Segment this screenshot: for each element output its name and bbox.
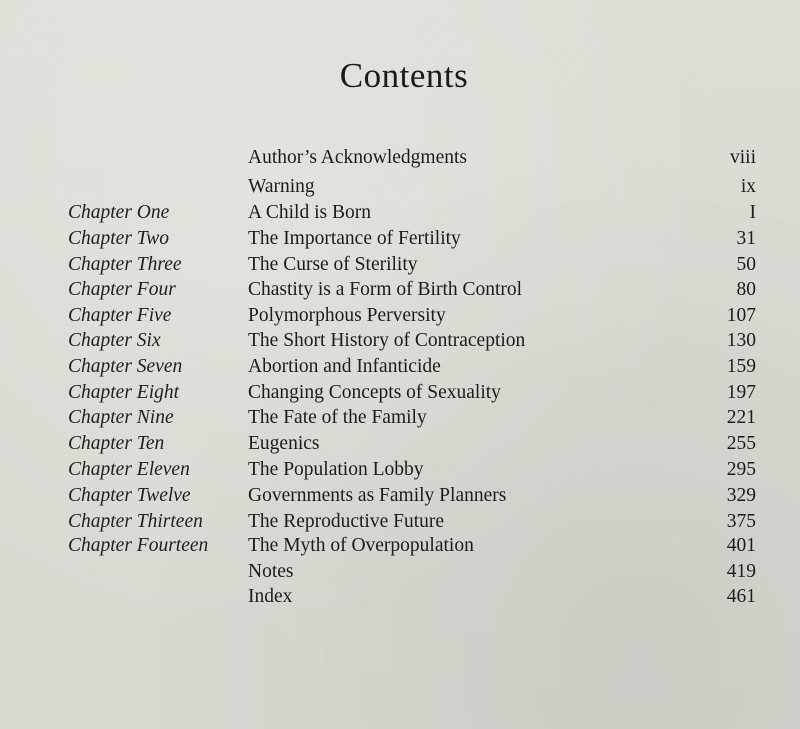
- toc-entry: [0, 147, 800, 173]
- chapter-label: Chapter Thirteen: [68, 511, 203, 532]
- toc-entry: [0, 407, 800, 433]
- chapter-label: Chapter One: [68, 202, 170, 223]
- entry-title: A Child is Born: [248, 202, 371, 223]
- entry-title: The Population Lobby: [248, 459, 424, 480]
- toc-entry: [0, 535, 800, 561]
- chapter-label: Chapter Fourteen: [68, 535, 209, 556]
- entry-title: The Curse of Sterility: [248, 254, 418, 275]
- chapter-label: Chapter Three: [68, 254, 182, 275]
- entry-title: Eugenics: [248, 433, 320, 454]
- chapter-label: Chapter Four: [68, 279, 176, 300]
- page-number: 375: [726, 511, 756, 532]
- chapter-label: Chapter Nine: [68, 407, 174, 428]
- chapter-label: Chapter Six: [68, 330, 161, 351]
- page-number: ix: [740, 176, 756, 197]
- page-number: 197: [726, 382, 756, 403]
- page-number: 461: [726, 586, 756, 607]
- page-number: 221: [726, 407, 756, 428]
- entry-title: Chastity is a Form of Birth Control: [248, 279, 523, 300]
- entry-title: Governments as Family Planners: [248, 485, 507, 506]
- entry-title: Polymorphous Perversity: [248, 305, 446, 326]
- chapter-label: Chapter Eight: [68, 382, 180, 403]
- toc-entry: [0, 511, 800, 537]
- page-number: 50: [736, 254, 756, 275]
- entry-title: Notes: [248, 561, 294, 582]
- entry-title: Abortion and Infanticide: [248, 356, 441, 377]
- toc-entry: [0, 433, 800, 459]
- page-number: 329: [726, 485, 756, 506]
- page-number: 130: [726, 330, 756, 351]
- page-number: 295: [726, 459, 756, 480]
- page-number: 159: [726, 356, 756, 377]
- page-number: 80: [736, 279, 756, 300]
- toc-entry: [0, 330, 800, 356]
- chapter-label: Chapter Five: [68, 305, 172, 326]
- entry-title: The Short History of Contraception: [248, 330, 526, 351]
- toc-entry: [0, 279, 800, 305]
- entry-title: Changing Concepts of Sexuality: [248, 382, 501, 403]
- chapter-label: Chapter Twelve: [68, 485, 191, 506]
- toc-entry: [0, 305, 800, 331]
- entry-title: Warning: [248, 176, 315, 197]
- toc-entry: [0, 485, 800, 511]
- page-number: 255: [726, 433, 756, 454]
- entry-title: Index: [248, 586, 293, 607]
- entry-title: The Fate of the Family: [248, 407, 427, 428]
- page-number: 419: [726, 561, 756, 582]
- page-number: 107: [726, 305, 756, 326]
- toc-entry: [0, 202, 800, 228]
- entry-title: The Myth of Overpopulation: [248, 535, 474, 556]
- entry-title: The Reproductive Future: [248, 511, 445, 532]
- chapter-label: Chapter Seven: [68, 356, 183, 377]
- toc-entry: [0, 586, 800, 612]
- page-number: 31: [736, 228, 756, 249]
- toc-entry: [0, 176, 800, 202]
- entry-title: Author’s Acknowledgments: [248, 147, 467, 168]
- toc-entry: [0, 356, 800, 382]
- toc-entry: [0, 561, 800, 587]
- page-number: I: [749, 202, 756, 223]
- chapter-label: Chapter Eleven: [68, 459, 190, 480]
- chapter-label: Chapter Ten: [68, 433, 165, 454]
- page-number: viii: [729, 147, 756, 168]
- toc-entry: [0, 254, 800, 280]
- chapter-label: Chapter Two: [68, 228, 169, 249]
- toc-entry: [0, 459, 800, 485]
- toc-entry: [0, 228, 800, 254]
- contents-heading: Contents: [339, 56, 469, 95]
- toc-entry: [0, 382, 800, 408]
- entry-title: The Importance of Fertility: [248, 228, 461, 249]
- page-number: 401: [726, 535, 756, 556]
